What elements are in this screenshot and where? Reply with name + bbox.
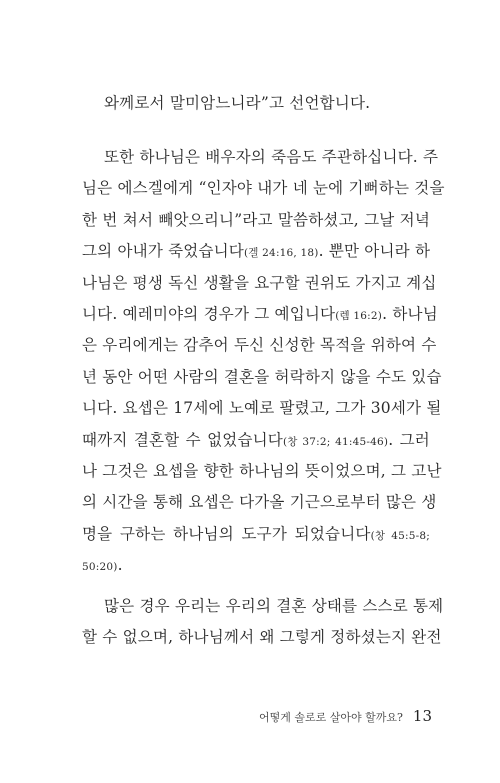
text-line <box>82 367 442 387</box>
text-line <box>82 210 430 230</box>
text-run: 와께로서 말미암느니라”고 선언합니다. <box>104 94 371 112</box>
text-run: . 뿐만 아니라 하 <box>318 242 431 261</box>
text-run: . 하나님 <box>382 305 438 323</box>
text-line <box>104 147 439 167</box>
text-line <box>82 304 438 326</box>
text-run: 은 우리에게는 감추어 두신 신성한 목적을 위하여 수 <box>82 336 437 355</box>
scripture-reference: (겔 24:16, 18) <box>244 247 319 260</box>
text-line <box>104 93 430 113</box>
text-run: 때까지 결혼할 수 없었습니다 <box>82 430 283 449</box>
text-line <box>82 430 430 452</box>
page-footer <box>259 707 432 725</box>
text-line <box>82 273 437 293</box>
text-line <box>82 398 442 418</box>
text-line <box>82 492 437 512</box>
scripture-reference: (창 45:5-8; <box>370 529 431 542</box>
text-run: 나님은 평생 독신 생활을 요구할 권위도 가지고 계십 <box>82 273 437 292</box>
scripture-reference: (창 37:2; 41:45-46) <box>282 435 389 448</box>
text-run: 니다. 예레미야의 경우가 그 예입니다 <box>82 305 336 323</box>
text-run: 또한 하나님은 배우자의 죽음도 주관하십니다. 주 <box>104 148 439 166</box>
text-line <box>104 596 444 616</box>
text-run: 그의 아내가 죽었습니다 <box>82 242 244 261</box>
text-line <box>82 461 442 481</box>
text-line <box>82 627 442 647</box>
text-run: 한 번 쳐서 빼앗으리니”라고 말씀하셨고, 그날 저녁 <box>82 210 430 229</box>
text-run: 니다. 요셉은 17세에 노예로 팔렸고, 그가 30세가 될 <box>82 399 442 418</box>
page-number: 13 <box>412 707 432 725</box>
text-run: 님은 에스겔에게 “인자야 내가 네 눈에 기뻐하는 것을 <box>82 179 445 198</box>
text-run: . <box>117 556 123 575</box>
text-run: 명을 구하는 하나님의 도구가 되었습니다 <box>82 524 371 543</box>
text-run: 년 동안 어떤 사람의 결혼을 허락하지 않을 수도 있습 <box>82 367 442 386</box>
scripture-reference: 50:20) <box>82 561 118 574</box>
running-title: 어떻게 솔로로 살아야 할까요? <box>259 711 403 724</box>
text-run: 의 시간을 통해 요셉은 다가올 기근으로부터 많은 생 <box>82 493 437 512</box>
text-run: 할 수 없으며, 하나님께서 왜 그렇게 정하셨는지 완전 <box>82 628 442 647</box>
scripture-reference: (렘 16:2) <box>335 310 383 322</box>
text-line <box>82 178 445 198</box>
text-run: 나 그것은 요셉을 향한 하나님의 뜻이었으며, 그 고난 <box>82 462 442 480</box>
text-line <box>82 555 430 577</box>
text-run: . 그러 <box>388 430 430 449</box>
text-line <box>82 335 437 355</box>
text-line <box>82 241 430 263</box>
text-line <box>82 524 430 546</box>
text-run: 많은 경우 우리는 우리의 결혼 상태를 스스로 통제 <box>104 597 444 615</box>
